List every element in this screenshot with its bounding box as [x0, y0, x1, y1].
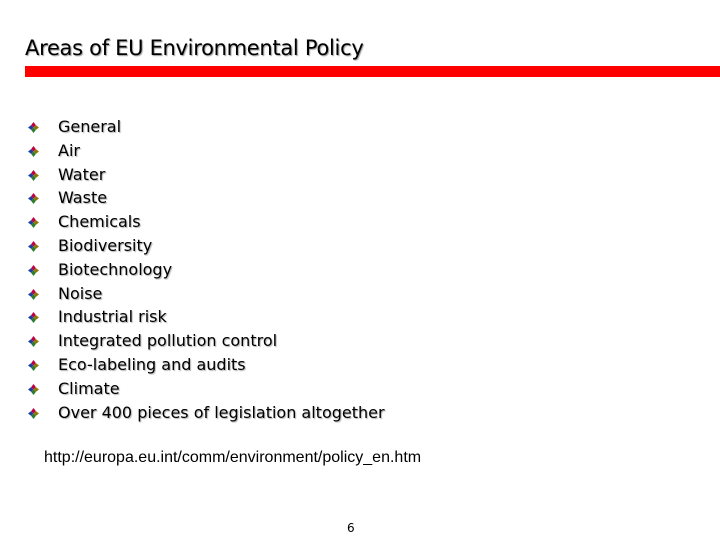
list-item-label: Climate: [58, 378, 120, 398]
list-item-label: Air: [58, 140, 80, 160]
diamond-bullet-icon: [28, 217, 39, 228]
diamond-bullet-icon: [28, 193, 39, 204]
diamond-bullet-icon: [28, 360, 39, 371]
slide-title: Areas of EU Environmental Policy: [25, 36, 364, 60]
list-item-label: Industrial risk: [58, 307, 167, 327]
diamond-bullet-icon: [28, 265, 39, 276]
diamond-bullet-icon: [28, 384, 39, 395]
diamond-bullet-icon: [28, 312, 39, 323]
title-underline-bar: [25, 66, 720, 77]
list-item-label: Water: [58, 164, 106, 184]
diamond-bullet-icon: [28, 122, 39, 133]
diamond-bullet-icon: [28, 289, 39, 300]
list-item-label: Noise: [58, 283, 103, 303]
diamond-bullet-icon: [28, 170, 39, 181]
list-item-label: Chemicals: [58, 212, 141, 232]
list-item-label: Biotechnology: [58, 259, 173, 279]
list-item-label: Eco-labeling and audits: [58, 354, 246, 374]
list-item-label: Over 400 pieces of legislation altogether: [58, 402, 385, 422]
list-item-label: General: [58, 117, 122, 136]
diamond-bullet-icon: [28, 241, 39, 252]
diamond-bullet-icon: [28, 336, 39, 347]
page-number: 6: [347, 521, 355, 535]
list-item-label: Waste: [58, 188, 108, 208]
list-item-label: Biodiversity: [58, 235, 153, 255]
policy-url[interactable]: http://europa.eu.int/comm/environment/policy_en.htm: [44, 449, 422, 466]
diamond-bullet-icon: [28, 146, 39, 157]
list-item-label: Integrated pollution control: [58, 331, 278, 351]
diamond-bullet-icon: [28, 408, 39, 419]
